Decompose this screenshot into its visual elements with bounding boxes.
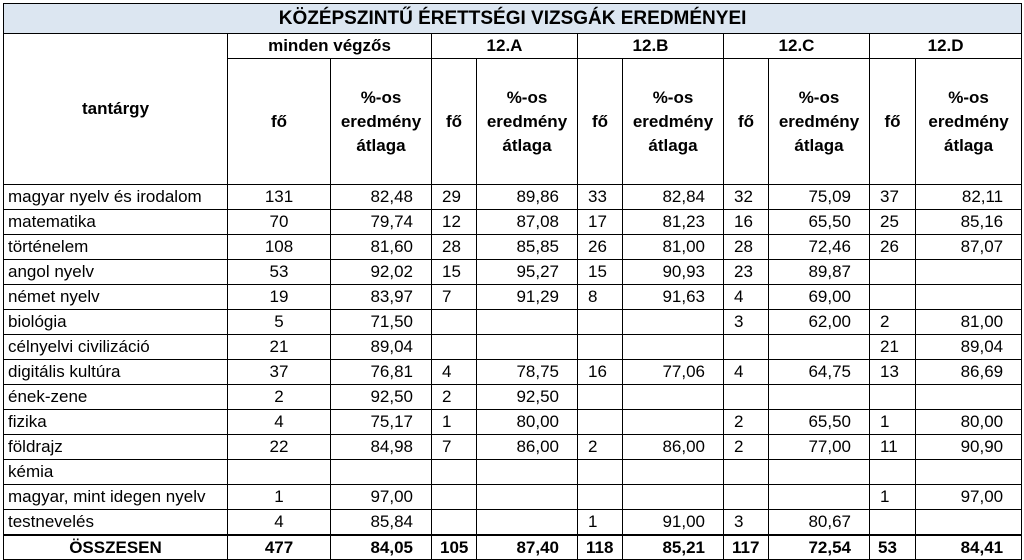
table-row — [4, 460, 1022, 485]
count-cell-12a — [432, 510, 477, 536]
subject-cell: ÖSSZESEN — [4, 535, 228, 560]
average-cell-12b — [623, 460, 724, 485]
count-cell-all — [228, 460, 331, 485]
average-header-line: átlaga — [794, 135, 844, 155]
count-cell-12d: 25 — [870, 210, 916, 235]
results-table — [3, 3, 1022, 560]
count-cell-12d: 53 — [870, 535, 916, 560]
average-cell-all: 97,00 — [331, 485, 432, 510]
average-cell-12c: 80,67 — [769, 510, 870, 536]
count-cell-all: 70 — [228, 210, 331, 235]
group-header-12a: 12.A — [432, 34, 578, 59]
count-cell-12b: 8 — [578, 285, 623, 310]
average-cell-all: 84,98 — [331, 435, 432, 460]
count-cell-12b — [578, 335, 623, 360]
table-row — [4, 410, 1022, 435]
count-cell-12d: 11 — [870, 435, 916, 460]
group-header-12c: 12.C — [724, 34, 870, 59]
average-cell-all: 76,81 — [331, 360, 432, 385]
average-cell-all: 82,48 — [331, 185, 432, 210]
count-cell-12a: 28 — [432, 235, 477, 260]
subject-cell: biológia — [4, 310, 228, 335]
average-cell-12c: 65,50 — [769, 410, 870, 435]
count-cell-all: 22 — [228, 435, 331, 460]
average-cell-all: 92,02 — [331, 260, 432, 285]
average-cell-12d — [916, 260, 1022, 285]
count-cell-12a: 4 — [432, 360, 477, 385]
table-row — [4, 285, 1022, 310]
average-cell-12a: 92,50 — [477, 385, 578, 410]
count-cell-12c — [724, 385, 769, 410]
count-cell-all: 477 — [228, 535, 331, 560]
count-cell-12a: 15 — [432, 260, 477, 285]
subject-cell: angol nyelv — [4, 260, 228, 285]
average-header-12c — [769, 59, 870, 185]
average-cell-12a — [477, 485, 578, 510]
subject-cell: magyar, mint idegen nyelv — [4, 485, 228, 510]
average-cell-12d: 87,07 — [916, 235, 1022, 260]
subject-cell: ének-zene — [4, 385, 228, 410]
average-cell-12a: 91,29 — [477, 285, 578, 310]
average-cell-12a: 87,08 — [477, 210, 578, 235]
average-header-line: %-os — [360, 87, 402, 107]
average-header-line: %-os — [506, 87, 548, 107]
count-cell-12b: 17 — [578, 210, 623, 235]
average-cell-12a — [477, 310, 578, 335]
subject-cell: digitális kultúra — [4, 360, 228, 385]
average-cell-all: 84,05 — [331, 535, 432, 560]
average-cell-12c: 64,75 — [769, 360, 870, 385]
average-cell-12b — [623, 410, 724, 435]
average-cell-12c: 75,09 — [769, 185, 870, 210]
subject-cell: célnyelvi civilizáció — [4, 335, 228, 360]
count-cell-12c — [724, 485, 769, 510]
average-header-all — [331, 59, 432, 185]
table-row — [4, 235, 1022, 260]
average-cell-12c: 77,00 — [769, 435, 870, 460]
average-header-line: eredmény — [778, 111, 860, 131]
count-cell-12d — [870, 510, 916, 536]
table-row — [4, 210, 1022, 235]
average-cell-12d: 82,11 — [916, 185, 1022, 210]
average-cell-12a — [477, 335, 578, 360]
count-cell-12c: 4 — [724, 285, 769, 310]
average-header-line: átlaga — [356, 135, 406, 155]
subject-cell: német nyelv — [4, 285, 228, 310]
average-cell-12b — [623, 335, 724, 360]
count-cell-all: 37 — [228, 360, 331, 385]
average-cell-all: 85,84 — [331, 510, 432, 536]
count-cell-12b — [578, 410, 623, 435]
average-cell-12b: 91,63 — [623, 285, 724, 310]
count-cell-all: 5 — [228, 310, 331, 335]
average-cell-12d: 86,69 — [916, 360, 1022, 385]
count-cell-all: 1 — [228, 485, 331, 510]
count-cell-12c: 3 — [724, 510, 769, 536]
count-cell-12b — [578, 460, 623, 485]
average-header-12d — [916, 59, 1022, 185]
count-cell-all: 19 — [228, 285, 331, 310]
count-cell-12a: 7 — [432, 435, 477, 460]
average-cell-12b: 77,06 — [623, 360, 724, 385]
average-header-line: átlaga — [502, 135, 552, 155]
count-cell-12c: 23 — [724, 260, 769, 285]
count-cell-12d: 1 — [870, 485, 916, 510]
average-cell-12a: 80,00 — [477, 410, 578, 435]
average-cell-12b: 86,00 — [623, 435, 724, 460]
subject-cell: földrajz — [4, 435, 228, 460]
count-cell-12a: 29 — [432, 185, 477, 210]
average-cell-12b — [623, 385, 724, 410]
subject-column-header: tantárgy — [4, 34, 228, 185]
count-cell-12b: 118 — [578, 535, 623, 560]
average-cell-12c: 89,87 — [769, 260, 870, 285]
table-row — [4, 310, 1022, 335]
count-cell-12b: 2 — [578, 435, 623, 460]
average-cell-12d: 85,16 — [916, 210, 1022, 235]
count-cell-all: 131 — [228, 185, 331, 210]
table-row — [4, 435, 1022, 460]
count-cell-all: 21 — [228, 335, 331, 360]
average-cell-12a — [477, 460, 578, 485]
average-cell-12b: 90,93 — [623, 260, 724, 285]
average-cell-12c — [769, 485, 870, 510]
count-cell-12b: 15 — [578, 260, 623, 285]
average-cell-12d: 97,00 — [916, 485, 1022, 510]
count-cell-12d: 37 — [870, 185, 916, 210]
average-cell-all: 92,50 — [331, 385, 432, 410]
table-row — [4, 260, 1022, 285]
count-cell-all: 108 — [228, 235, 331, 260]
count-header-12b: fő — [578, 59, 623, 185]
count-cell-all: 2 — [228, 385, 331, 410]
average-cell-12d: 90,90 — [916, 435, 1022, 460]
average-cell-12d — [916, 460, 1022, 485]
average-cell-12a: 78,75 — [477, 360, 578, 385]
count-cell-12d — [870, 385, 916, 410]
subject-cell: magyar nyelv és irodalom — [4, 185, 228, 210]
average-cell-12d — [916, 385, 1022, 410]
count-cell-12b — [578, 385, 623, 410]
subject-cell: kémia — [4, 460, 228, 485]
count-cell-12b: 1 — [578, 510, 623, 536]
average-cell-12d: 84,41 — [916, 535, 1022, 560]
average-cell-all: 71,50 — [331, 310, 432, 335]
count-cell-12c: 28 — [724, 235, 769, 260]
average-cell-12c — [769, 460, 870, 485]
count-cell-12c: 2 — [724, 435, 769, 460]
average-cell-12b: 82,84 — [623, 185, 724, 210]
average-cell-12c: 62,00 — [769, 310, 870, 335]
average-header-line: eredmény — [928, 111, 1009, 131]
count-cell-12b: 16 — [578, 360, 623, 385]
count-cell-12c: 117 — [724, 535, 769, 560]
average-cell-12d: 81,00 — [916, 310, 1022, 335]
count-cell-12c: 4 — [724, 360, 769, 385]
count-cell-12a — [432, 310, 477, 335]
average-cell-all: 89,04 — [331, 335, 432, 360]
average-cell-12d: 89,04 — [916, 335, 1022, 360]
average-cell-all: 75,17 — [331, 410, 432, 435]
average-cell-12c: 72,46 — [769, 235, 870, 260]
average-cell-12b: 85,21 — [623, 535, 724, 560]
average-cell-12d: 80,00 — [916, 410, 1022, 435]
average-cell-12b — [623, 485, 724, 510]
count-header-12a: fő — [432, 59, 477, 185]
count-cell-12c: 3 — [724, 310, 769, 335]
average-cell-12a: 85,85 — [477, 235, 578, 260]
average-header-line: %-os — [948, 87, 989, 107]
count-cell-12d: 1 — [870, 410, 916, 435]
average-cell-12b: 81,23 — [623, 210, 724, 235]
count-cell-12d — [870, 260, 916, 285]
count-header-12d: fő — [870, 59, 916, 185]
count-cell-12a: 7 — [432, 285, 477, 310]
average-cell-12b — [623, 310, 724, 335]
count-cell-12d — [870, 285, 916, 310]
average-cell-12d — [916, 285, 1022, 310]
count-cell-12a — [432, 335, 477, 360]
average-header-line: %-os — [652, 87, 694, 107]
total-row — [4, 535, 1022, 560]
table-row — [4, 510, 1022, 536]
count-cell-12b — [578, 485, 623, 510]
average-cell-all: 79,74 — [331, 210, 432, 235]
average-cell-12a: 86,00 — [477, 435, 578, 460]
average-cell-12d — [916, 510, 1022, 536]
count-header-all: fő — [228, 59, 331, 185]
count-cell-12c: 32 — [724, 185, 769, 210]
average-cell-12b: 81,00 — [623, 235, 724, 260]
subject-cell: történelem — [4, 235, 228, 260]
count-cell-12d — [870, 460, 916, 485]
results-spreadsheet — [3, 3, 1022, 560]
subject-cell: matematika — [4, 210, 228, 235]
table-row — [4, 335, 1022, 360]
table-title: KÖZÉPSZINTŰ ÉRETTSÉGI VIZSGÁK EREDMÉNYEI — [4, 4, 1022, 34]
average-cell-12a — [477, 510, 578, 536]
average-cell-12c: 72,54 — [769, 535, 870, 560]
count-header-12c: fő — [724, 59, 769, 185]
average-cell-12a: 89,86 — [477, 185, 578, 210]
average-cell-all: 81,60 — [331, 235, 432, 260]
average-header-line: %-os — [798, 87, 840, 107]
average-header-line: eredmény — [486, 111, 568, 131]
count-cell-12d: 26 — [870, 235, 916, 260]
count-cell-12d: 2 — [870, 310, 916, 335]
average-cell-12b: 91,00 — [623, 510, 724, 536]
count-cell-12c: 2 — [724, 410, 769, 435]
group-header-all: minden végzős — [228, 34, 432, 59]
average-cell-12c: 69,00 — [769, 285, 870, 310]
average-cell-12c — [769, 385, 870, 410]
average-cell-all: 83,97 — [331, 285, 432, 310]
average-cell-12c: 65,50 — [769, 210, 870, 235]
count-cell-12a: 105 — [432, 535, 477, 560]
count-cell-12b — [578, 310, 623, 335]
count-cell-12c — [724, 335, 769, 360]
average-cell-12c — [769, 335, 870, 360]
average-cell-12a: 95,27 — [477, 260, 578, 285]
count-cell-all: 4 — [228, 510, 331, 536]
average-header-line: eredmény — [632, 111, 714, 131]
subject-cell: fizika — [4, 410, 228, 435]
average-header-line: eredmény — [340, 111, 422, 131]
average-header-line: átlaga — [944, 135, 994, 155]
average-header-12a — [477, 59, 578, 185]
average-header-line: átlaga — [648, 135, 698, 155]
count-cell-12c: 16 — [724, 210, 769, 235]
count-cell-12a: 2 — [432, 385, 477, 410]
count-cell-12d: 21 — [870, 335, 916, 360]
count-cell-all: 53 — [228, 260, 331, 285]
count-cell-12b: 33 — [578, 185, 623, 210]
count-cell-12a: 12 — [432, 210, 477, 235]
table-row — [4, 360, 1022, 385]
count-cell-12b: 26 — [578, 235, 623, 260]
count-cell-12c — [724, 460, 769, 485]
count-cell-12a: 1 — [432, 410, 477, 435]
group-header-12d: 12.D — [870, 34, 1022, 59]
table-row — [4, 385, 1022, 410]
group-header-12b: 12.B — [578, 34, 724, 59]
average-cell-12a: 87,40 — [477, 535, 578, 560]
average-cell-all — [331, 460, 432, 485]
table-row — [4, 485, 1022, 510]
count-cell-12d: 13 — [870, 360, 916, 385]
average-header-12b — [623, 59, 724, 185]
count-cell-all: 4 — [228, 410, 331, 435]
count-cell-12a — [432, 460, 477, 485]
count-cell-12a — [432, 485, 477, 510]
table-row — [4, 185, 1022, 210]
subject-cell: testnevelés — [4, 510, 228, 536]
